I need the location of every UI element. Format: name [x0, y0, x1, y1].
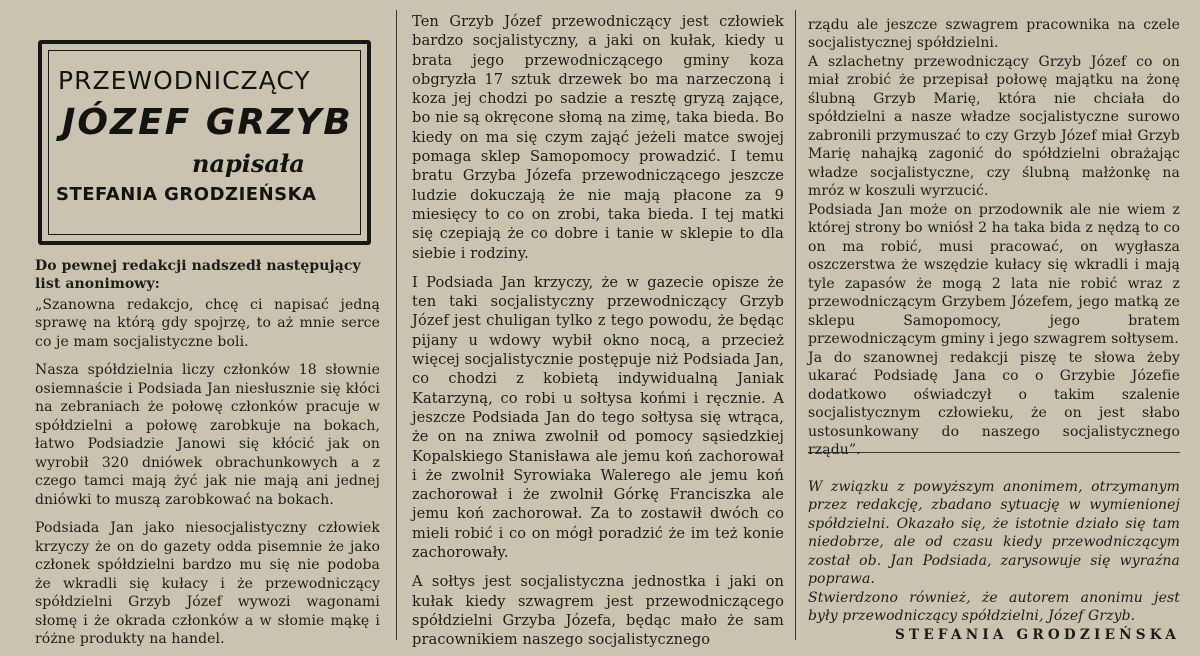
name-line: JÓZEF GRZYB [62, 102, 353, 143]
signature: STEFANIA GRODZIEŃSKA [895, 626, 1180, 643]
column-1 [35, 257, 380, 649]
paragraph: Podsiada Jan jako niesocjalistyczny człowiek krzyczy że on do gazety odda pisemnie że jako członek spółdzielni bardzo mu się nie podoba że wkradli się kułacy i że przewodniczący spółdzielni Grzyb Józef wywozi wagonami słomę i że okrada członków a w słomie mąkę i różne produkty na handel. [35, 520, 380, 648]
paragraph: Ten Grzyb Józef przewodniczący jest człowiek bardzo socjalistyczny, a jaki on kułak, kiedy u brata jego przewodniczącego gminy koza obgryzła 17 sztuk drzewek bo ma narzeczoną i koza jej chodzi po sadzie a resztę gryzą zające, bo nie są okręcone słomą na zimę, taka bieda. Bo kiedy on ma się czym zająć jeżeli matce swojej pomaga sklep Samopomocy prowadzić. I temu bratu Grzyba Józefa przewodniczącego jeszcze ludzie dokuczają że nie mają płacone za 9 miesięcy to co on zrobi, taka bieda. I tej matki się czepiają że co dobre i tanie w sklepie to dla siebie i rodziny. [412, 13, 784, 262]
author-line: STEFANIA GRODZIEŃSKA [56, 184, 317, 205]
title-line: PRZEWODNICZĄCY [58, 66, 311, 95]
paragraph: A sołtys jest socjalistyczna jednostka i jaki on kułak kiedy szwagrem jest przewodniczącego spółdzielni Grzyba Józefa, będąc mało że sam pracownikiem naszego socjalistycznego [412, 573, 784, 649]
column-rule-2 [795, 10, 796, 640]
paragraph: „Szanowna redakcjo, chcę ci napisać jedną sprawę na którą gdy spojrzę, to aż mnie serce co je mam socjalistyczne boli. [35, 296, 380, 350]
title-box [38, 40, 371, 245]
column-rule-1 [396, 10, 397, 640]
paragraph: rządu ale jeszcze szwagrem pracownika na czele socjalistycznej spółdzielni. [808, 17, 1180, 52]
paragraph: Podsiada Jan może on przodownik ale nie wiem z której strony bo wniósł 2 ha taka bida z nędzą to co on ma robić, musi pracować, on wygłasza oszczerstwa że wszędzie kułacy się wkradli i mają tyle zapasów że mogą 2 lata nie robić wraz z przewodniczącym Grzybem Józefem, jego matką ze sklepu Samopomocy, jego bratem przewodniczącym gminy i jego szwagrem sołtysem. [808, 201, 1180, 348]
column-2 [412, 12, 784, 650]
paragraph: Ja do szanownej redakcji piszę te słowa żeby ukarać Podsiadę Jana co o Grzybie Józefie dodatkowo oświadczył o takim szalenie socjalistycznym człowieku, że on jest słabo ustosunkowany do naszego socjalistycznego rządu”. [808, 349, 1180, 459]
column-3 [808, 16, 1180, 644]
editorial-note: Stwierdzono również, że autorem anonimu jest były przewodniczący spółdzielni, Józef Grzyb. [808, 589, 1180, 625]
editorial-note: W związku z powyższym anonimem, otrzymanym przez redakcję, zbadano sytuację w wymienionej spółdzielni. Okazało się, że istotnie działo się tam niedobrze, ale od czasu kiedy przewodniczącym został ob. Jan Podsiada, zarysowuje się wyraźna poprawa. [808, 478, 1180, 588]
paragraph: Nasza spółdzielnia liczy członków 18 słownie osiemnaście i Podsiada Jan niesłusznie się kłóci na zebraniach że połowę członków pracuje w spółdzielni a połowę zarobkuje na bokach, łatwo Podsiadzie Janowi się kłócić jak on wyrobił 320 dniówek obrachunkowych a z czego tamci mają żyć jak nie mają ani jednej dniówki to muszą zarobkować na bokach. [35, 362, 380, 508]
lead-paragraph: Do pewnej redakcji nadszedł następujący list anonimowy: [35, 258, 361, 293]
wrote-line: napisała [192, 149, 305, 178]
paragraph: I Podsiada Jan krzyczy, że w gazecie opisze że ten taki socjalistyczny przewodniczący Grzyb Józef jest chuligan tylko z tego powodu, że będąc pijany u wdowy wybił okno nocą, a przecież więcej socjalistycznie postępuje niż Podsiada Jan, co chodzi z kobietą indywidualną Janiak Katarzyną, co robi u sołtysa końmi i ręcznie. A jeszcze Podsiada Jan do tego sołtysa się wtrąca, że on na zniwa zwolnił od pomocy sąsiedzkiej Kopalskiego Stanisława ale jemu koń zachorował i że zwolnił Syrowiaka Walerego ale jemu koń zachorował i że zwolnił Górkę Franciszka ale jemu koń zachorował. Za to zostawił dwóch co mieli robić i co on mógł poradzić że im też konie zachorowały. [412, 273, 784, 562]
paragraph: A szlachetny przewodniczący Grzyb Józef co on miał zrobić że przepisał połowę majątku na żonę ślubną Grzyb Marię, która nie chciała do spółdzielni a nasze władze socjalistyczne surowo zabronili przymuszać to czy Grzyb Józef miał Grzyb Marię nahajką zagonić do spółdzielni obrażając władze socjalistyczne, czy ślubną małżonkę na mróz w koszuli wyrzucić. [808, 53, 1180, 200]
